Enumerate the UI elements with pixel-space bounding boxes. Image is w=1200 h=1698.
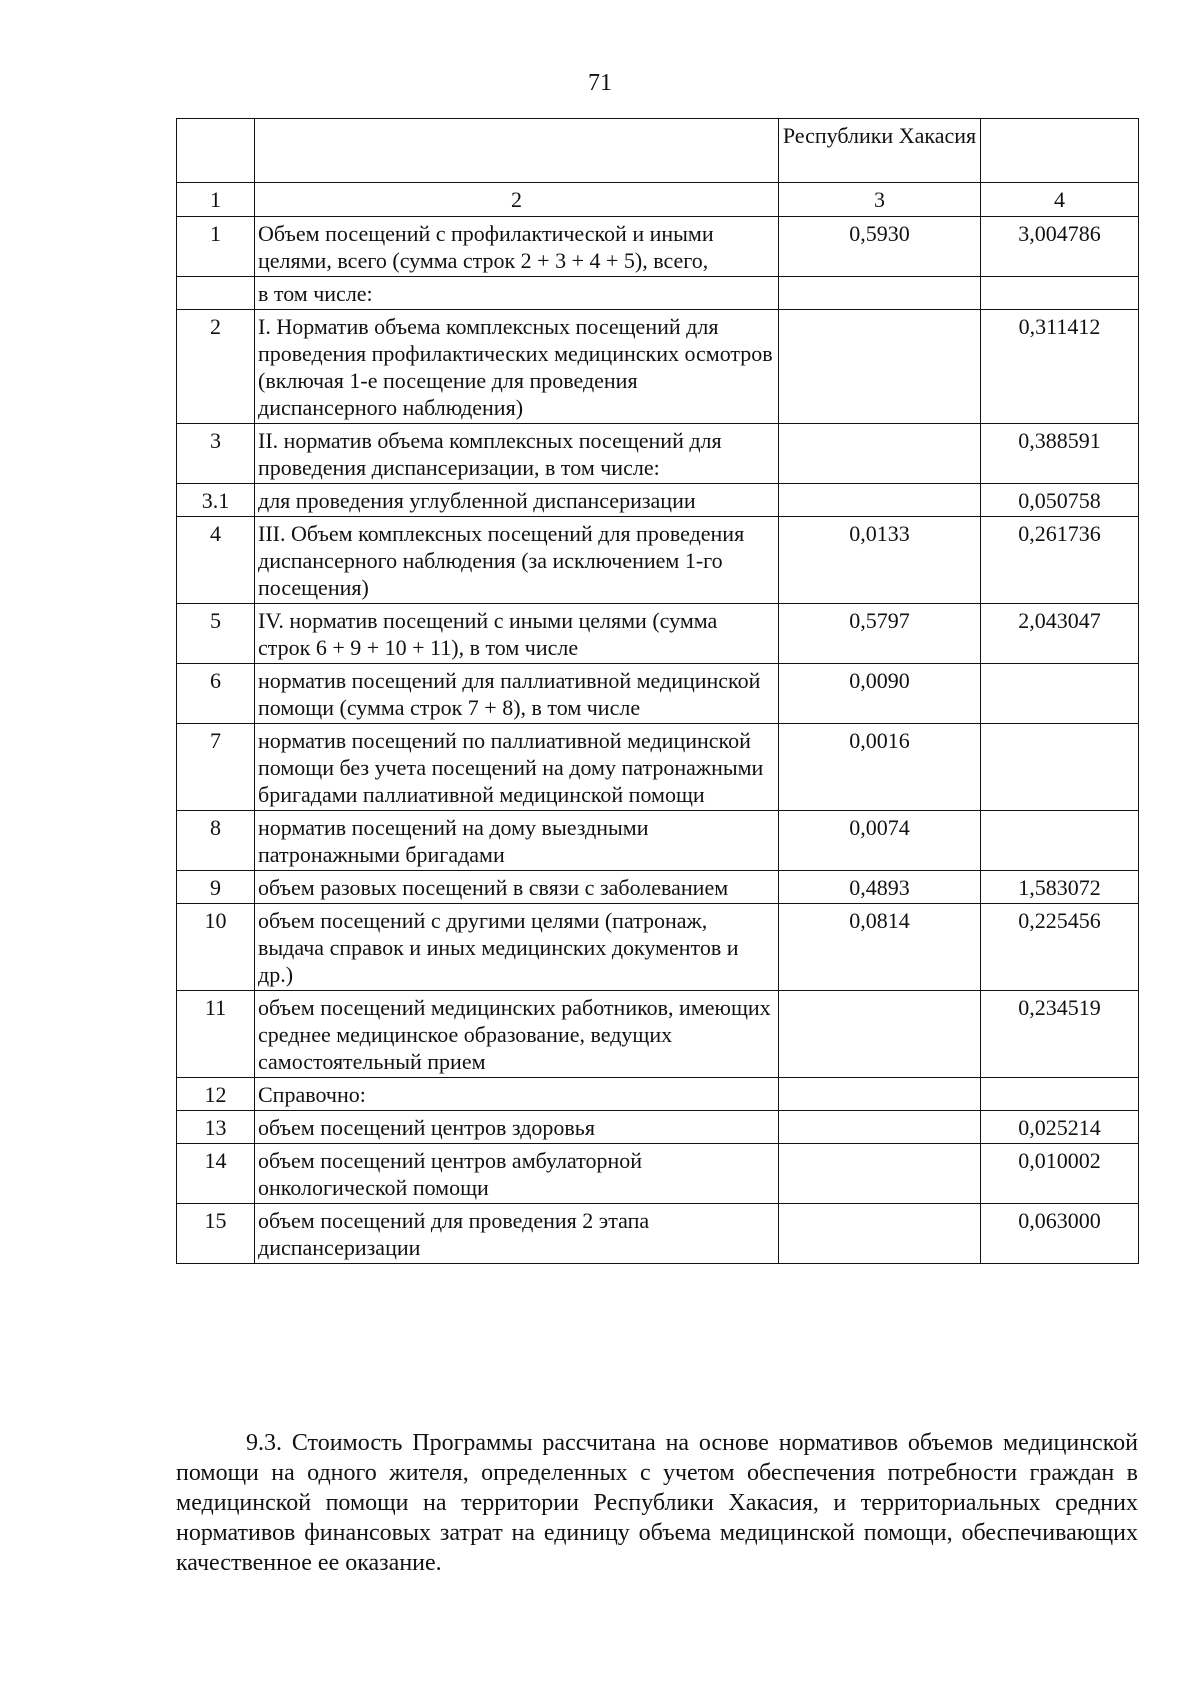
row-federal-value-cell: 0,063000 xyxy=(981,1204,1139,1264)
closing-paragraph: 9.3. Стоимость Программы рассчитана на основе нормативов объемов медицинской помощи на одного жителя, определенных с учетом обеспечения потребности граждан в медицинской помощи на территории Республики Хакасия, и территориальных средних нормативов финансовых затрат на единицу объема медицинской помощи, обеспечивающих качественное ее оказание. xyxy=(176,1430,1138,1576)
row-number-cell: 3.1 xyxy=(177,484,255,517)
row-number-cell: 5 xyxy=(177,604,255,664)
row-republic-value-cell xyxy=(779,484,981,517)
table-body xyxy=(177,119,1139,1264)
row-number-cell: 9 xyxy=(177,871,255,904)
norms-table xyxy=(176,118,1139,1264)
table-row xyxy=(177,1204,1139,1264)
row-name-cell: II. норматив объема комплексных посещений для проведения диспансеризации, в том числе: xyxy=(255,424,779,484)
row-name-cell: объем посещений центров здоровья xyxy=(255,1111,779,1144)
row-federal-value-cell: 0,050758 xyxy=(981,484,1139,517)
row-name-cell: объем разовых посещений в связи с заболеванием xyxy=(255,871,779,904)
column-index-cell: 1 xyxy=(177,183,255,217)
row-number-cell: 13 xyxy=(177,1111,255,1144)
row-number-cell: 8 xyxy=(177,811,255,871)
row-republic-value-cell xyxy=(779,991,981,1078)
header-cell-republic: Республики Хакасия xyxy=(779,119,981,183)
row-federal-value-cell xyxy=(981,1078,1139,1111)
table-row xyxy=(177,484,1139,517)
table-header-row xyxy=(177,119,1139,183)
row-republic-value-cell: 0,4893 xyxy=(779,871,981,904)
table-row xyxy=(177,277,1139,310)
row-number-cell: 2 xyxy=(177,310,255,424)
row-republic-value-cell: 0,0133 xyxy=(779,517,981,604)
table-row xyxy=(177,1078,1139,1111)
column-index-cell: 4 xyxy=(981,183,1139,217)
row-number-cell: 1 xyxy=(177,217,255,277)
row-number-cell: 4 xyxy=(177,517,255,604)
row-name-cell: норматив посещений по паллиативной медицинской помощи без учета посещений на дому патронажными бригадами паллиативной медицинской помощи xyxy=(255,724,779,811)
table-row xyxy=(177,424,1139,484)
table-row xyxy=(177,604,1139,664)
row-federal-value-cell: 0,025214 xyxy=(981,1111,1139,1144)
row-number-cell: 6 xyxy=(177,664,255,724)
table-row xyxy=(177,517,1139,604)
header-cell xyxy=(177,119,255,183)
row-number-cell: 3 xyxy=(177,424,255,484)
row-number-cell: 15 xyxy=(177,1204,255,1264)
row-federal-value-cell xyxy=(981,724,1139,811)
table-row xyxy=(177,217,1139,277)
row-republic-value-cell: 0,5930 xyxy=(779,217,981,277)
row-federal-value-cell: 2,043047 xyxy=(981,604,1139,664)
table-row xyxy=(177,811,1139,871)
row-republic-value-cell xyxy=(779,277,981,310)
row-number-cell xyxy=(177,277,255,310)
row-republic-value-cell xyxy=(779,1144,981,1204)
row-number-cell: 11 xyxy=(177,991,255,1078)
row-federal-value-cell: 0,010002 xyxy=(981,1144,1139,1204)
row-republic-value-cell: 0,0016 xyxy=(779,724,981,811)
row-number-cell: 12 xyxy=(177,1078,255,1111)
row-name-cell: Объем посещений с профилактической и иными целями, всего (сумма строк 2 + 3 + 4 + 5), всего, xyxy=(255,217,779,277)
row-number-cell: 7 xyxy=(177,724,255,811)
row-name-cell: объем посещений с другими целями (патронаж, выдача справок и иных медицинских документов и др.) xyxy=(255,904,779,991)
header-cell xyxy=(981,119,1139,183)
row-federal-value-cell: 0,261736 xyxy=(981,517,1139,604)
column-index-cell: 2 xyxy=(255,183,779,217)
row-name-cell: для проведения углубленной диспансеризации xyxy=(255,484,779,517)
table-row xyxy=(177,1111,1139,1144)
header-cell xyxy=(255,119,779,183)
row-name-cell: IV. норматив посещений с иными целями (сумма строк 6 + 9 + 10 + 11), в том числе xyxy=(255,604,779,664)
row-federal-value-cell: 0,388591 xyxy=(981,424,1139,484)
row-republic-value-cell xyxy=(779,424,981,484)
row-federal-value-cell xyxy=(981,277,1139,310)
row-federal-value-cell xyxy=(981,811,1139,871)
row-name-cell: объем посещений для проведения 2 этапа диспансеризации xyxy=(255,1204,779,1264)
row-republic-value-cell xyxy=(779,1078,981,1111)
table-column-index-row xyxy=(177,183,1139,217)
table-row xyxy=(177,310,1139,424)
row-federal-value-cell: 0,311412 xyxy=(981,310,1139,424)
row-name-cell: III. Объем комплексных посещений для проведения диспансерного наблюдения (за исключением 1-го посещения) xyxy=(255,517,779,604)
table-row xyxy=(177,904,1139,991)
row-republic-value-cell: 0,0074 xyxy=(779,811,981,871)
row-federal-value-cell: 1,583072 xyxy=(981,871,1139,904)
row-republic-value-cell xyxy=(779,1204,981,1264)
table-row xyxy=(177,871,1139,904)
row-republic-value-cell: 0,0814 xyxy=(779,904,981,991)
row-republic-value-cell xyxy=(779,1111,981,1144)
row-number-cell: 14 xyxy=(177,1144,255,1204)
table-row xyxy=(177,991,1139,1078)
row-name-cell: объем посещений медицинских работников, имеющих среднее медицинское образование, ведущих самостоятельный прием xyxy=(255,991,779,1078)
row-federal-value-cell: 3,004786 xyxy=(981,217,1139,277)
row-name-cell: Справочно: xyxy=(255,1078,779,1111)
row-name-cell: норматив посещений на дому выездными патронажными бригадами xyxy=(255,811,779,871)
row-name-cell: в том числе: xyxy=(255,277,779,310)
row-name-cell: I. Норматив объема комплексных посещений для проведения профилактических медицинских осмотров (включая 1-е посещение для проведения диспансерного наблюдения) xyxy=(255,310,779,424)
row-federal-value-cell: 0,225456 xyxy=(981,904,1139,991)
row-republic-value-cell xyxy=(779,310,981,424)
row-republic-value-cell: 0,5797 xyxy=(779,604,981,664)
row-name-cell: объем посещений центров амбулаторной онкологической помощи xyxy=(255,1144,779,1204)
row-name-cell: норматив посещений для паллиативной медицинской помощи (сумма строк 7 + 8), в том числе xyxy=(255,664,779,724)
row-federal-value-cell xyxy=(981,664,1139,724)
row-republic-value-cell: 0,0090 xyxy=(779,664,981,724)
table-row xyxy=(177,724,1139,811)
table-row xyxy=(177,1144,1139,1204)
table-row xyxy=(177,664,1139,724)
column-index-cell: 3 xyxy=(779,183,981,217)
row-federal-value-cell: 0,234519 xyxy=(981,991,1139,1078)
row-number-cell: 10 xyxy=(177,904,255,991)
page-number: 71 xyxy=(588,70,612,96)
